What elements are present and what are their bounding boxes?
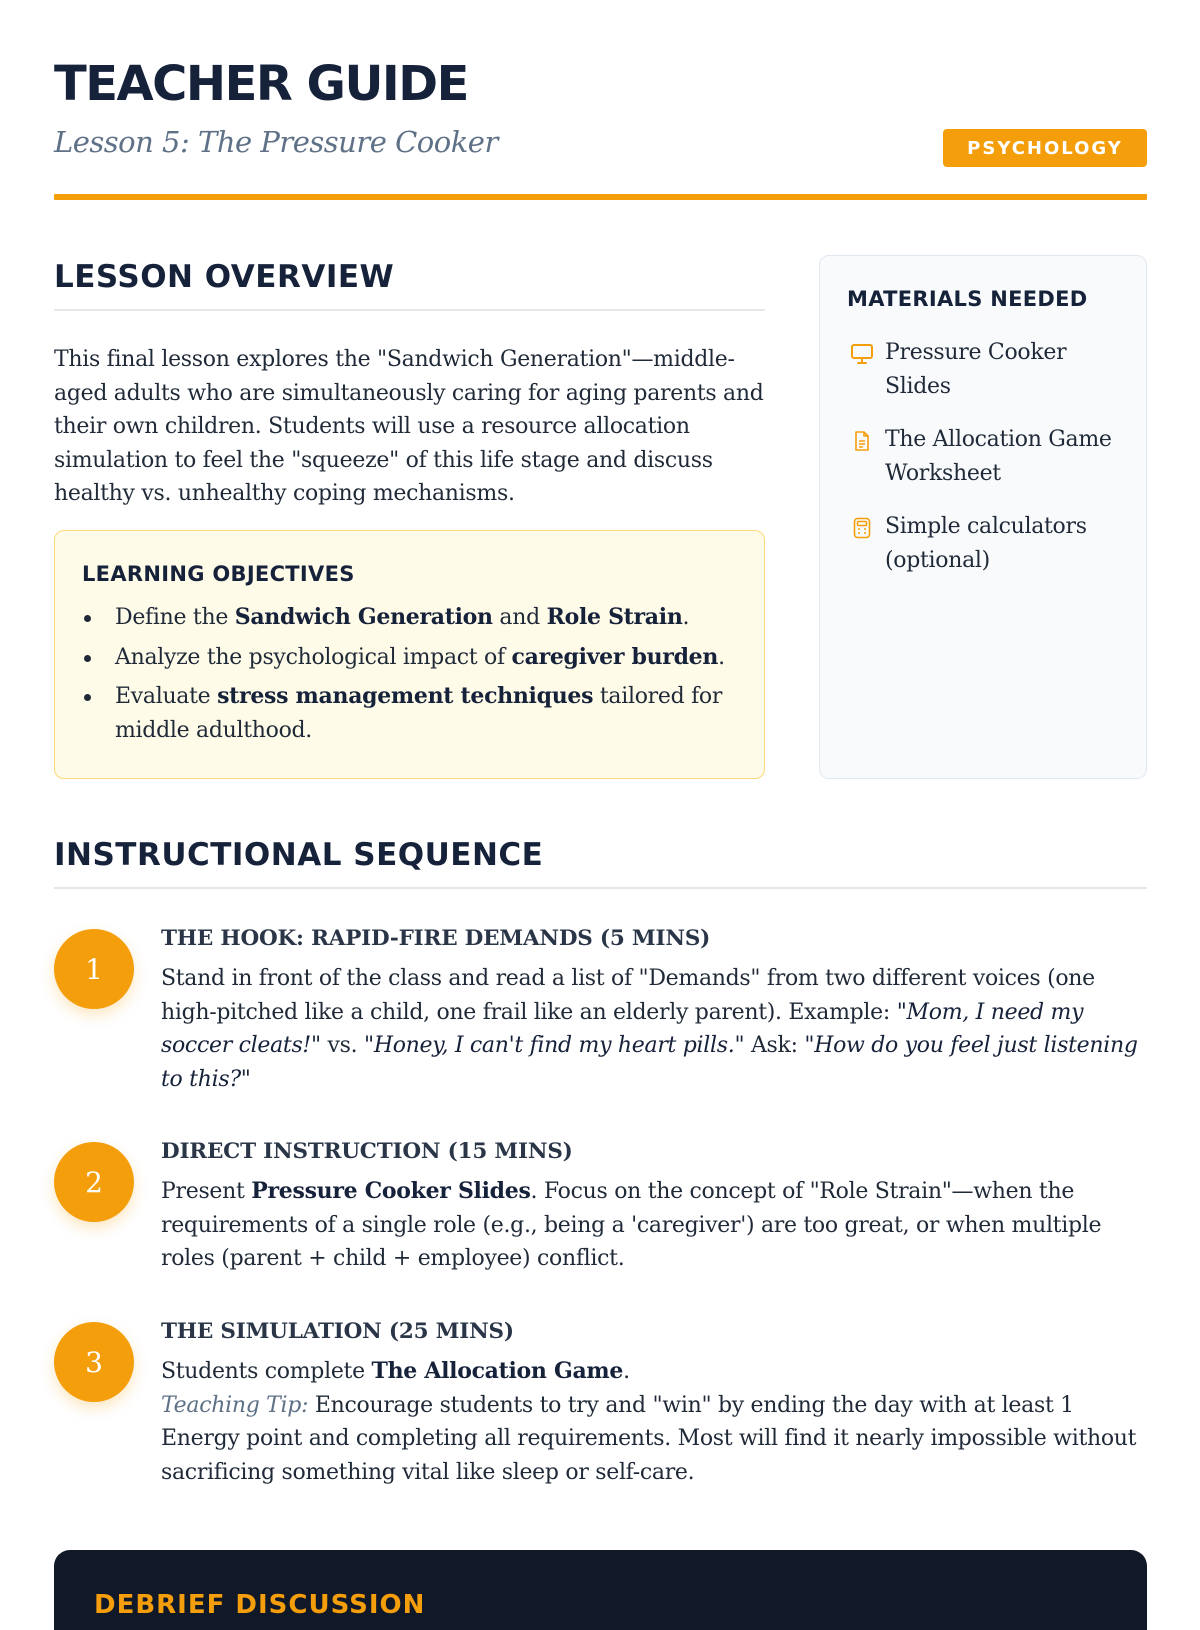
subject-badge: PSYCHOLOGY	[943, 129, 1147, 167]
step-number: 1	[54, 929, 134, 1009]
material-item	[847, 510, 1119, 577]
teacher-guide-page	[54, 0, 1147, 1620]
lesson-overview-text: This final lesson explores the "Sandwich Generation"—middle-aged adults who are simultaneously caring for aging parents and their own children. Students will use a resource allocation simulation to feel the "squeeze" of this life stage and discuss healthy vs. unhealthy coping mechanisms.	[54, 347, 764, 506]
material-item	[847, 336, 1119, 403]
step-title: THE SIMULATION (25 MINS)	[161, 1319, 514, 1344]
material-label: Pressure Cooker Slides	[885, 340, 1067, 399]
material-item	[847, 423, 1119, 490]
step-description: Present Pressure Cooker Slides. Focus on the concept of "Role Strain"—when the requirements of a single role (e.g., being a 'caregiver') are too great, or when multiple roles (parent + child + employee) conflict.	[161, 1178, 1102, 1271]
instructional-sequence-section	[54, 833, 1147, 889]
materials-needed-title: MATERIALS NEEDED	[847, 287, 1088, 311]
teaching-tip-label: Teaching Tip:	[161, 1392, 309, 1418]
monitor-icon	[847, 339, 877, 369]
calculator-icon	[847, 513, 877, 543]
step-title: DIRECT INSTRUCTION (15 MINS)	[161, 1139, 573, 1164]
step-number: 2	[54, 1142, 134, 1222]
lesson-overview-section	[54, 255, 765, 511]
material-label: Simple calculators (optional)	[885, 514, 1087, 573]
learning-objectives-list	[82, 601, 737, 747]
lesson-subtitle: Lesson 5: The Pressure Cooker	[54, 125, 498, 159]
learning-objectives-box	[54, 530, 765, 779]
learning-objectives-title: LEARNING OBJECTIVES	[82, 562, 355, 586]
header-divider	[54, 194, 1147, 200]
material-label: The Allocation Game Worksheet	[885, 427, 1112, 486]
step-number: 3	[54, 1322, 134, 1402]
objective-item: Analyze the psychological impact of caregiver burden.	[82, 641, 737, 675]
lesson-overview-title: LESSON OVERVIEW	[54, 255, 765, 311]
objective-item: Evaluate stress management techniques tailored for middle adulthood.	[82, 680, 737, 747]
instructional-sequence-title: INSTRUCTIONAL SEQUENCE	[54, 833, 1147, 889]
materials-list	[847, 336, 1119, 577]
document-icon	[847, 426, 877, 456]
debrief-discussion-title: DEBRIEF DISCUSSION	[94, 1590, 426, 1620]
materials-needed-card	[819, 255, 1147, 779]
page-title: TEACHER GUIDE	[54, 56, 468, 112]
objective-item: Define the Sandwich Generation and Role Strain.	[82, 601, 737, 635]
step-title: THE HOOK: RAPID-FIRE DEMANDS (5 MINS)	[161, 926, 711, 951]
step-description: Students complete The Allocation Game. Teaching Tip: Encourage students to try and "win" by ending the day with at least 1 Energy point and completing all requirements. Most will find it nearly impossible without sacrificing something vital like sleep or self-care.	[161, 1358, 1137, 1485]
step-description: Stand in front of the class and read a list of "Demands" from two different voices (one high-pitched like a child, one frail like an elderly parent). Example: "Mom, I need my soccer cleats!" vs. "Honey, I can't find my heart pills." Ask: "How do you feel just listening to this?"	[161, 966, 1138, 1092]
debrief-discussion-card	[54, 1550, 1147, 1630]
